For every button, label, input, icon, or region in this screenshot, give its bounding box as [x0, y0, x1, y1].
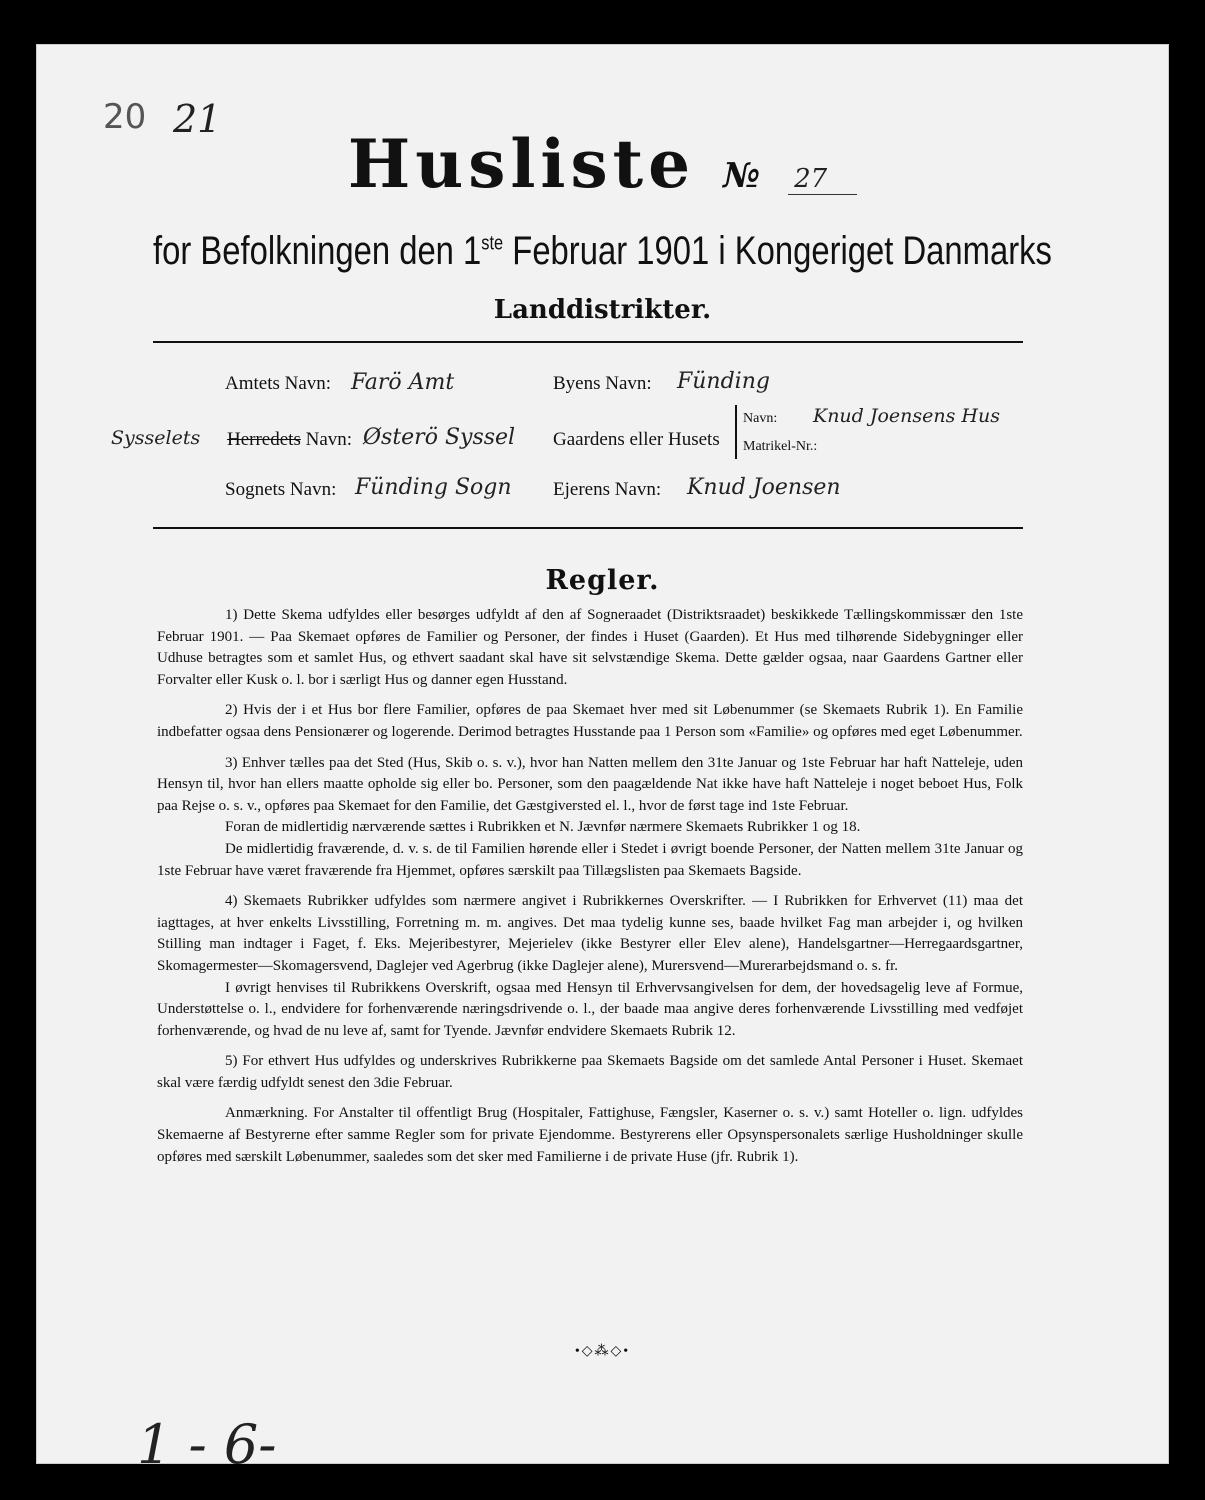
district-heading: Landdistrikter.	[493, 295, 712, 325]
rule-annotation: Anmærkning. For Anstalter til offentligt Brug (Hospitaler, Fattighuse, Fængsler, Kaserner o. s. v.) samt Hoteller o. lign. udfyldes Skemaerne af Bestyrerne efter samme Regler som for private Ejendomme. Bestyrerens eller Opsynspersonalets særlige Husholdninger skulle opføres med særskilt Løbenummer, saaledes som det sker med Familierne i de private Huse (jfr. Rubrik 1).	[157, 1105, 1023, 1165]
ejer-label: Ejerens Navn:	[553, 479, 662, 500]
page-title	[37, 125, 1168, 203]
rule-3-note-b: De midlertidig fraværende, d. v. s. de til Familien hørende eller i Stedet i øvrigt boende Personer, der Natten mellem 31te Januar og 1ste Februar have været fraværende fra Hjemmet, opføres særskilt paa Tillægslisten paa Skemaets Bagside.	[157, 840, 1023, 879]
sogn-value: Fünding Sogn	[355, 475, 512, 500]
subtitle-post: Februar 1901 i Kongeriget Danmarks	[503, 229, 1052, 273]
herred-label: Navn:	[300, 429, 353, 450]
number-label: №	[723, 156, 761, 196]
corner-pencil-number: 20	[103, 97, 147, 137]
rules-body	[157, 605, 1023, 1177]
sogn-label: Sognets Navn:	[225, 479, 337, 500]
bottom-handwritten-note: 1 - 6-	[137, 1413, 277, 1476]
herred-value: Østerö Syssel	[363, 425, 516, 450]
herred-struck: Herredets	[227, 429, 301, 450]
rule-3: 3) Enhver tælles paa det Sted (Hus, Skib o. s. v.), hvor han Natten mellem den 31te Januar og 1ste Februar har haft Natteleje, uden Hensyn til, hvor han ellers maatte opholde sig eller bo. Personer, som den paagældende Nat ikke have haft Natteleje i noget beboet Hus, Folk paa Rejse o. s. v., opføres paa Skemaet for den Familie, det Gæstgiversted el. l., hvor de først tage ind 1ste Februar.	[157, 754, 1023, 814]
corner-number: 21	[173, 97, 222, 141]
title-text: Husliste	[347, 125, 696, 203]
field-bracket	[735, 405, 737, 459]
top-rule	[153, 341, 1023, 343]
bottom-rule	[153, 527, 1023, 529]
by-value: Fünding	[677, 369, 770, 394]
gaard-label: Gaardens eller Husets	[553, 429, 720, 450]
amt-label: Amtets Navn:	[225, 373, 332, 394]
number-value: 27	[788, 164, 857, 195]
rule-2: 2) Hvis der i et Hus bor flere Familier, opføres de paa Skemaet hver med sit Løbenummer (se Skemaets Rubrik 1). En Familie indbefatter ogsaa dens Pensionærer og logerende. Derimod betragtes Husstande paa 1 Person som «Familie» og opføres med eget Løbenummer.	[157, 702, 1023, 740]
subtitle-pre: for Befolkningen den 1	[153, 229, 482, 273]
subtitle-sup: ste	[481, 232, 504, 255]
by-label: Byens Navn:	[553, 373, 652, 394]
navn-value: Knud Joensens Hus	[813, 405, 1000, 427]
amt-value: Farö Amt	[351, 370, 455, 395]
rule-1: 1) Dette Skema udfyldes eller besørges udfyldt af den af Sogneraadet (Distriktsraadet) beskikkede Tællingskommissær den 1ste Februar 1901. — Paa Skemaet opføres de Familier og Personer, der findes i Huset (Gaarden). Et Hus med tilhørende Sidebygninger eller Udhuse betragtes som et samlet Hus, og ethvert saadant skal have sit selvstændige Skema. Dette gælder ogsaa, naar Gaardens Gartner eller Forvalter eller Kusk o. l. bor i særligt Hus og danner egen Husstand.	[157, 607, 1023, 688]
ejer-value: Knud Joensen	[687, 475, 841, 500]
matrikel-label: Matrikel-Nr.:	[743, 439, 818, 454]
herred-label-group	[227, 429, 352, 451]
rule-4: 4) Skemaets Rubrikker udfyldes som nærmere angivet i Rubrikkernes Overskrifter. — I Rubrikken for Erhvervet (11) maa det iagttages, at hver enkelts Livsstilling, Forretning m. m. angives. Det maa tydelig kunne ses, baade hvilket Fag man arbejder i, og hvilken Stilling man indtager i Faget, f. Eks. Mejeribestyrer, Mejerielev (ikke Bestyrer eller Elev alene), Handelsgartner—Herregaardsgartner, Skomagermester—Skomagersvend, Daglejer ved Agerbrug (ikke Daglejer alene), Murersvend—Murerarbejdsmand o. s. fr.	[157, 893, 1023, 974]
rule-4-note: I øvrigt henvises til Rubrikkens Overskrift, ogsaa med Hensyn til Erhvervsangivelsen for dem, der hovedsagelig leve af Formue, Understøttelse o. l., endvidere for forhenværende næringsdrivende o. l., der baade maa angive deres forhenværende Livsstilling med vedføjet forhenværende, og hvad de nu leve af, samt for Tyende. Jævnfør endvidere Skemaets Rubrik 12.	[157, 979, 1023, 1039]
herred-prefix: Sysselets	[111, 427, 201, 449]
rule-5: 5) For ethvert Hus udfyldes og underskrives Rubrikkerne paa Skemaets Bagside om det samlede Antal Personer i Huset. Skemaet skal være færdig udfyldt senest den 3die Februar.	[157, 1053, 1023, 1091]
navn-label: Navn:	[743, 411, 778, 426]
census-form-page	[36, 44, 1169, 1476]
subtitle	[139, 229, 1066, 274]
rules-heading: Regler.	[545, 565, 660, 596]
rule-3-note-a: Foran de midlertidig nærværende sættes i Rubrikken et N. Jævnfør nærmere Skemaets Rubrikker 1 og 18.	[225, 819, 861, 836]
ornament-divider: •◇⁂◇•	[574, 1344, 631, 1359]
